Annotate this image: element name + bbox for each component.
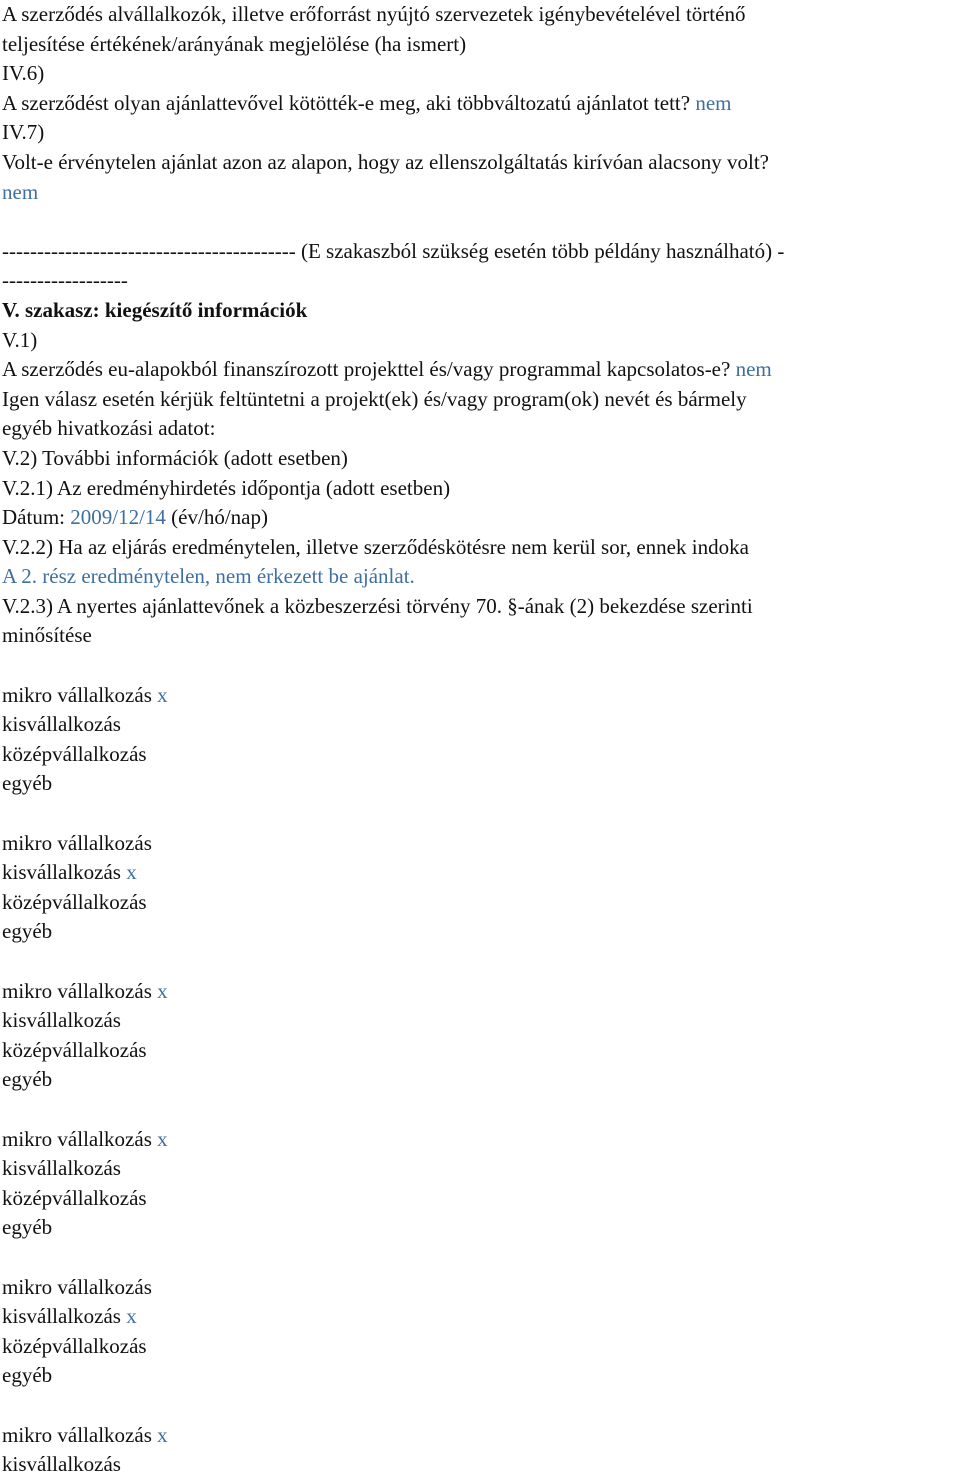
group-spacer xyxy=(2,651,958,681)
separator-line-1: ------------------------------------------ (E szakaszból szükség esetén több példány használható) - xyxy=(2,238,785,263)
classification-label: mikro vállalkozás xyxy=(2,1274,152,1299)
v1-note-line-2: egyéb hivatkozási adatot: xyxy=(2,416,216,441)
selected-mark: x xyxy=(157,682,168,707)
contract-subcontractor-line-2: teljesítése értékének/arányának megjelölése (ha ismert) xyxy=(2,31,467,56)
classification-row xyxy=(2,681,958,711)
classification-row xyxy=(2,1125,958,1155)
classification-label: kisvállalkozás xyxy=(2,860,121,885)
classification-label: mikro vállalkozás xyxy=(2,830,152,855)
iv7-label: IV.7) xyxy=(2,120,45,145)
document-body xyxy=(2,0,958,1480)
classification-row xyxy=(2,1332,958,1362)
classification-label: középvállalkozás xyxy=(2,741,147,766)
classification-group xyxy=(2,1273,958,1391)
date-value: 2009/12/14 xyxy=(70,505,166,530)
classification-row xyxy=(2,1421,958,1451)
v1-note-line-1: Igen válasz esetén kérjük feltüntetni a projekt(ek) és/vagy program(ok) nevét és bármely xyxy=(2,386,747,411)
classification-label: középvállalkozás xyxy=(2,1333,147,1358)
classification-row xyxy=(2,1302,958,1332)
v1-question-text: A szerződés eu-alapokból finanszírozott projekttel és/vagy programmal kapcsolatos-e? xyxy=(2,357,731,382)
iv6-question-text: A szerződést olyan ajánlattevővel kötötték-e meg, aki többváltozatú ajánlatot tett? xyxy=(2,90,691,115)
date-format: (év/hó/nap) xyxy=(171,505,268,530)
classification-group xyxy=(2,1125,958,1243)
classification-label: egyéb xyxy=(2,1215,53,1240)
iv7-question: Volt-e érvénytelen ajánlat azon az alapon, hogy az ellenszolgáltatás kirívóan alacsony volt? xyxy=(2,149,769,174)
v1-answer: nem xyxy=(735,357,772,382)
group-spacer xyxy=(2,1243,958,1273)
classification-label: kisvállalkozás xyxy=(2,712,121,737)
section-v-heading: V. szakasz: kiegészítő információk xyxy=(2,297,308,322)
v22-heading: V.2.2) Ha az eljárás eredménytelen, illetve szerződéskötésre nem kerül sor, ennek indoka xyxy=(2,534,749,559)
v21-heading: V.2.1) Az eredményhirdetés időpontja (adott esetben) xyxy=(2,475,451,500)
selected-mark: x xyxy=(126,860,137,885)
classification-row xyxy=(2,710,958,740)
spacer xyxy=(2,207,958,237)
classification-label: kisvállalkozás xyxy=(2,1156,121,1181)
classification-row xyxy=(2,888,958,918)
classification-row xyxy=(2,1006,958,1036)
classification-groups xyxy=(2,651,958,1480)
classification-label: mikro vállalkozás xyxy=(2,978,152,1003)
classification-row xyxy=(2,1213,958,1243)
classification-row xyxy=(2,977,958,1007)
v1-label: V.1) xyxy=(2,327,38,352)
classification-row xyxy=(2,1273,958,1303)
classification-group xyxy=(2,1421,958,1480)
iv6-answer: nem xyxy=(695,90,732,115)
classification-label: kisvállalkozás xyxy=(2,1452,121,1477)
separator-line-2: ------------------ xyxy=(2,268,128,293)
iv7-answer: nem xyxy=(2,179,39,204)
date-label: Dátum: xyxy=(2,505,65,530)
classification-row xyxy=(2,1450,958,1480)
v23-line-2: minősítése xyxy=(2,623,92,648)
classification-row xyxy=(2,917,958,947)
classification-row xyxy=(2,858,958,888)
selected-mark: x xyxy=(157,978,168,1003)
contract-subcontractor-line-1: A szerződés alvállalkozók, illetve erőforrást nyújtó szervezetek igénybevételével történő xyxy=(2,2,746,26)
classification-label: mikro vállalkozás xyxy=(2,1422,152,1447)
classification-label: kisvállalkozás xyxy=(2,1304,121,1329)
classification-row xyxy=(2,1184,958,1214)
classification-row xyxy=(2,1154,958,1184)
selected-mark: x xyxy=(157,1422,168,1447)
v2-heading: V.2) További információk (adott esetben) xyxy=(2,445,348,470)
selected-mark: x xyxy=(126,1304,137,1329)
classification-label: egyéb xyxy=(2,919,53,944)
v23-line-1: V.2.3) A nyertes ajánlattevőnek a közbeszerzési törvény 70. §-ának (2) bekezdése szerinti xyxy=(2,593,753,618)
date-line xyxy=(2,503,958,533)
group-spacer xyxy=(2,947,958,977)
group-spacer xyxy=(2,1391,958,1421)
classification-label: középvállalkozás xyxy=(2,889,147,914)
classification-label: egyéb xyxy=(2,771,53,796)
iv6-question xyxy=(2,89,958,119)
group-spacer xyxy=(2,799,958,829)
classification-label: egyéb xyxy=(2,1363,53,1388)
classification-row xyxy=(2,1065,958,1095)
classification-group xyxy=(2,829,958,947)
selected-mark: x xyxy=(157,1126,168,1151)
classification-label: kisvállalkozás xyxy=(2,1008,121,1033)
v1-question xyxy=(2,355,958,385)
classification-label: egyéb xyxy=(2,1067,53,1092)
classification-row xyxy=(2,769,958,799)
classification-row xyxy=(2,1361,958,1391)
group-spacer xyxy=(2,1095,958,1125)
classification-label: mikro vállalkozás xyxy=(2,682,152,707)
classification-label: középvállalkozás xyxy=(2,1185,147,1210)
classification-row xyxy=(2,740,958,770)
classification-row xyxy=(2,1036,958,1066)
classification-row xyxy=(2,829,958,859)
v22-answer: A 2. rész eredménytelen, nem érkezett be ajánlat. xyxy=(2,564,415,589)
classification-group xyxy=(2,977,958,1095)
iv6-label: IV.6) xyxy=(2,61,45,86)
classification-label: mikro vállalkozás xyxy=(2,1126,152,1151)
classification-label: középvállalkozás xyxy=(2,1037,147,1062)
classification-group xyxy=(2,681,958,799)
